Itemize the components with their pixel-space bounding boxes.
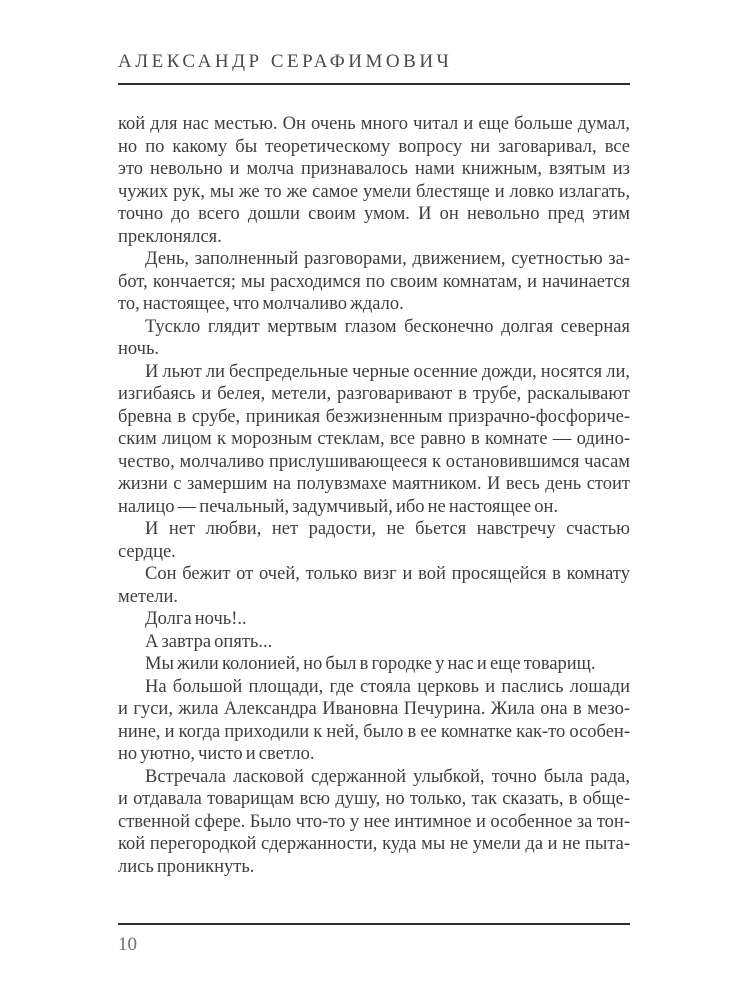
text-line: Долга ночь!.. <box>145 609 247 629</box>
paragraph <box>118 676 630 766</box>
paragraph <box>118 316 630 361</box>
text-line: это невольно и молча признавалось нами книжным, взятым из <box>118 159 630 179</box>
page-footer <box>118 923 630 956</box>
text-line: Встречала ласковой сдержанной улыбкой, точно была рада, <box>145 766 630 787</box>
text-line: кой для нас местью. Он очень много читал и еще больше думал, <box>118 114 630 134</box>
text-line: ночь. <box>118 339 160 359</box>
paragraph <box>118 361 630 519</box>
text-line: и гуси, жила Александра Ивановна Печурина. Жила она в мезо- <box>118 699 630 719</box>
body-text <box>118 113 630 878</box>
text-line: жизни с замершим на полувзмахе маятником. И весь день стоит <box>118 474 630 494</box>
paragraph <box>118 631 630 654</box>
text-line: А завтра опять... <box>145 631 273 652</box>
text-line: точно до всего дошли своим умом. И он невольно пред этим <box>118 204 630 224</box>
text-line: Тускло глядит мертвым глазом бесконечно долгая северная <box>145 316 630 337</box>
paragraph <box>118 766 630 879</box>
text-line: бот, кончается; мы расходимся по своим комнатам, и начинается <box>118 271 630 292</box>
text-line: чужих рук, мы же то же самое умели блестяще и ловко излагать, <box>118 181 630 202</box>
paragraph <box>118 608 630 631</box>
paragraph <box>118 518 630 563</box>
text-line: Сон бежит от очей, только визг и вой просящейся в комнату <box>145 564 630 584</box>
text-line: ственной сфере. Было что-то у нее интимное и особенное за тон- <box>118 811 630 832</box>
running-head-author: АЛЕКСАНДР СЕРАФИМОВИЧ <box>118 51 453 72</box>
text-line: бревна в срубе, приникая безжизненным призрачно-фосфориче- <box>118 406 630 427</box>
text-line: ским лицом к морозным стеклам, все равно в комнате — одино- <box>118 429 630 449</box>
page-number: 10 <box>118 934 137 955</box>
paragraph <box>118 113 630 248</box>
text-line: День, заполненный разговорами, движением, суетностью за- <box>145 249 630 269</box>
text-line: нине, и когда приходили к ней, было в ее комнатке как-то особен- <box>118 721 630 742</box>
text-line: но уютно, чисто и светло. <box>118 744 315 764</box>
text-line: то, настоящее, что молчаливо ждало. <box>118 294 404 314</box>
text-line: преклонялся. <box>118 226 222 247</box>
text-line: И нет любви, нет радости, не бьется навстречу счастью сердце. <box>118 519 630 562</box>
text-line: чество, молчаливо прислушивающееся к остановившимся часам <box>118 451 630 472</box>
page-header <box>118 50 630 85</box>
header-rule <box>118 83 630 85</box>
text-line: изгибаясь и белея, метели, разговаривают в трубе, раскалывают <box>118 384 630 404</box>
text-line: кой перегородкой сдержанности, куда мы не умели да и не пыта- <box>118 834 630 854</box>
text-line: Мы жили колонией, но был в городке у нас и еще товарищ. <box>145 654 596 674</box>
text-line: метели. <box>118 586 178 607</box>
text-line: лись проникнуть. <box>118 856 255 877</box>
text-line: И льют ли беспредельные черные осенние дожди, носятся ли, <box>145 361 630 382</box>
text-line: но по какому бы теоретическому вопросу ни заговаривал, все <box>118 136 630 157</box>
text-line: и отдавала товарищам всю душу, но только, так сказать, в обще- <box>118 789 630 809</box>
paragraph <box>118 248 630 316</box>
text-line: налицо — печальный, задумчивый, ибо не настоящее он. <box>118 496 559 517</box>
paragraph <box>118 653 630 676</box>
footer-rule <box>118 923 630 925</box>
text-line: На большой площади, где стояла церковь и паслись лошади <box>145 676 630 697</box>
paragraph <box>118 563 630 608</box>
